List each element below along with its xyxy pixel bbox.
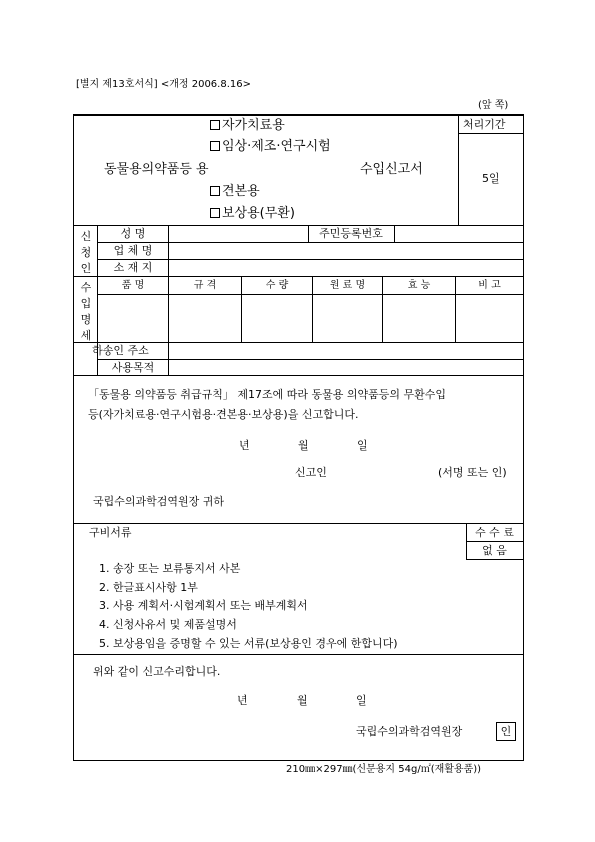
declaration-addressee: 국립수의과학검역원장 귀하 [93,495,225,508]
document-item: 4. 신청사유서 및 제품설명서 [99,618,237,631]
required-documents-label: 구비서류 [89,526,132,539]
document-item: 2. 한글표시사항 1부 [99,581,198,594]
company-name-label: 업 체 명 [113,244,153,257]
acceptance-authority: 국립수의과학검역원장 [356,725,463,738]
acceptance-text: 위와 같이 신고수리합니다. [93,665,221,678]
signature-note: (서명 또는 인) [438,466,507,479]
option-self-treatment: 자가치료용 [210,118,285,133]
option-sample: 견본용 [210,184,260,199]
declaration-date-year: 년 [239,439,250,452]
form-title-left: 동물용의약품등 용 [104,162,209,177]
column-header-efficacy: 효 능 [407,280,431,291]
company-name-field[interactable] [170,244,522,258]
fee-value: 없 음 [482,544,507,557]
import-details-section-label: 수 입 명 세 [80,281,92,342]
document-item: 5. 보상용임을 증명할 수 있는 서류(보상용인 경우에 한합니다) [99,637,398,650]
address-label: 소 재 지 [113,261,153,274]
acceptance-date-year: 년 [237,694,248,707]
column-header-quantity: 수 량 [265,280,289,291]
purpose-field[interactable] [170,361,522,375]
purpose-label: 사용목적 [111,361,155,374]
checkbox-icon[interactable] [210,208,220,218]
shipper-address-label: 하송인 주소 [92,344,149,357]
processing-period-value: 5일 [482,172,500,185]
column-header-product-name: 품 명 [121,280,145,291]
acceptance-date-day: 일 [356,694,367,707]
declarant-label: 신고인 [295,466,327,479]
address-field[interactable] [170,261,522,275]
form-bottom-border [73,760,524,761]
column-header-raw-material: 원 료 명 [329,280,366,291]
official-seal-box: 인 [496,722,516,741]
column-header-remarks: 비 고 [478,280,501,291]
form-number: [별지 제13호서식] <개정 2006.8.16> [76,79,251,90]
declaration-date-day: 일 [357,439,368,452]
name-field[interactable] [170,227,306,241]
page-side-label: (앞 쪽) [478,100,509,111]
form-left-border [73,114,74,761]
declaration-text-line1: 「동물용 의약품등 취급규칙」 제17조에 따라 동물용 의약품등의 무환수입 [88,388,446,401]
resident-number-label: 주민등록번호 [319,227,383,240]
shipper-address-field[interactable] [170,344,522,358]
processing-period-label: 처리기간 [463,118,506,131]
option-clinical-research: 임상·제조·연구시험 [210,139,331,154]
paper-spec-footer: 210㎜×297㎜(신문용지 54g/㎡(재활용품)) [286,764,482,775]
form-top-border [73,114,524,116]
resident-number-field[interactable] [396,227,522,241]
document-item: 3. 사용 계획서·시험계획서 또는 배부계획서 [99,599,308,612]
name-label: 성 명 [120,227,146,240]
fee-label: 수 수 료 [475,526,514,539]
declaration-date-month: 월 [298,439,309,452]
column-header-specification: 규 격 [193,280,217,291]
checkbox-icon[interactable] [210,141,220,151]
declaration-text-line2: 등(자가치료용·연구시험용·견본용·보상용)을 신고합니다. [88,408,359,421]
form-title-right: 수입신고서 [360,162,423,177]
acceptance-date-month: 월 [297,694,308,707]
option-compensation: 보상용(무환) [210,206,295,221]
checkbox-icon[interactable] [210,186,220,196]
import-details-entry-row[interactable] [98,296,523,341]
form-right-border [523,114,524,761]
checkbox-icon[interactable] [210,120,220,130]
applicant-section-label: 신 청 인 [80,230,92,275]
document-item: 1. 송장 또는 보류통지서 사본 [99,562,241,575]
